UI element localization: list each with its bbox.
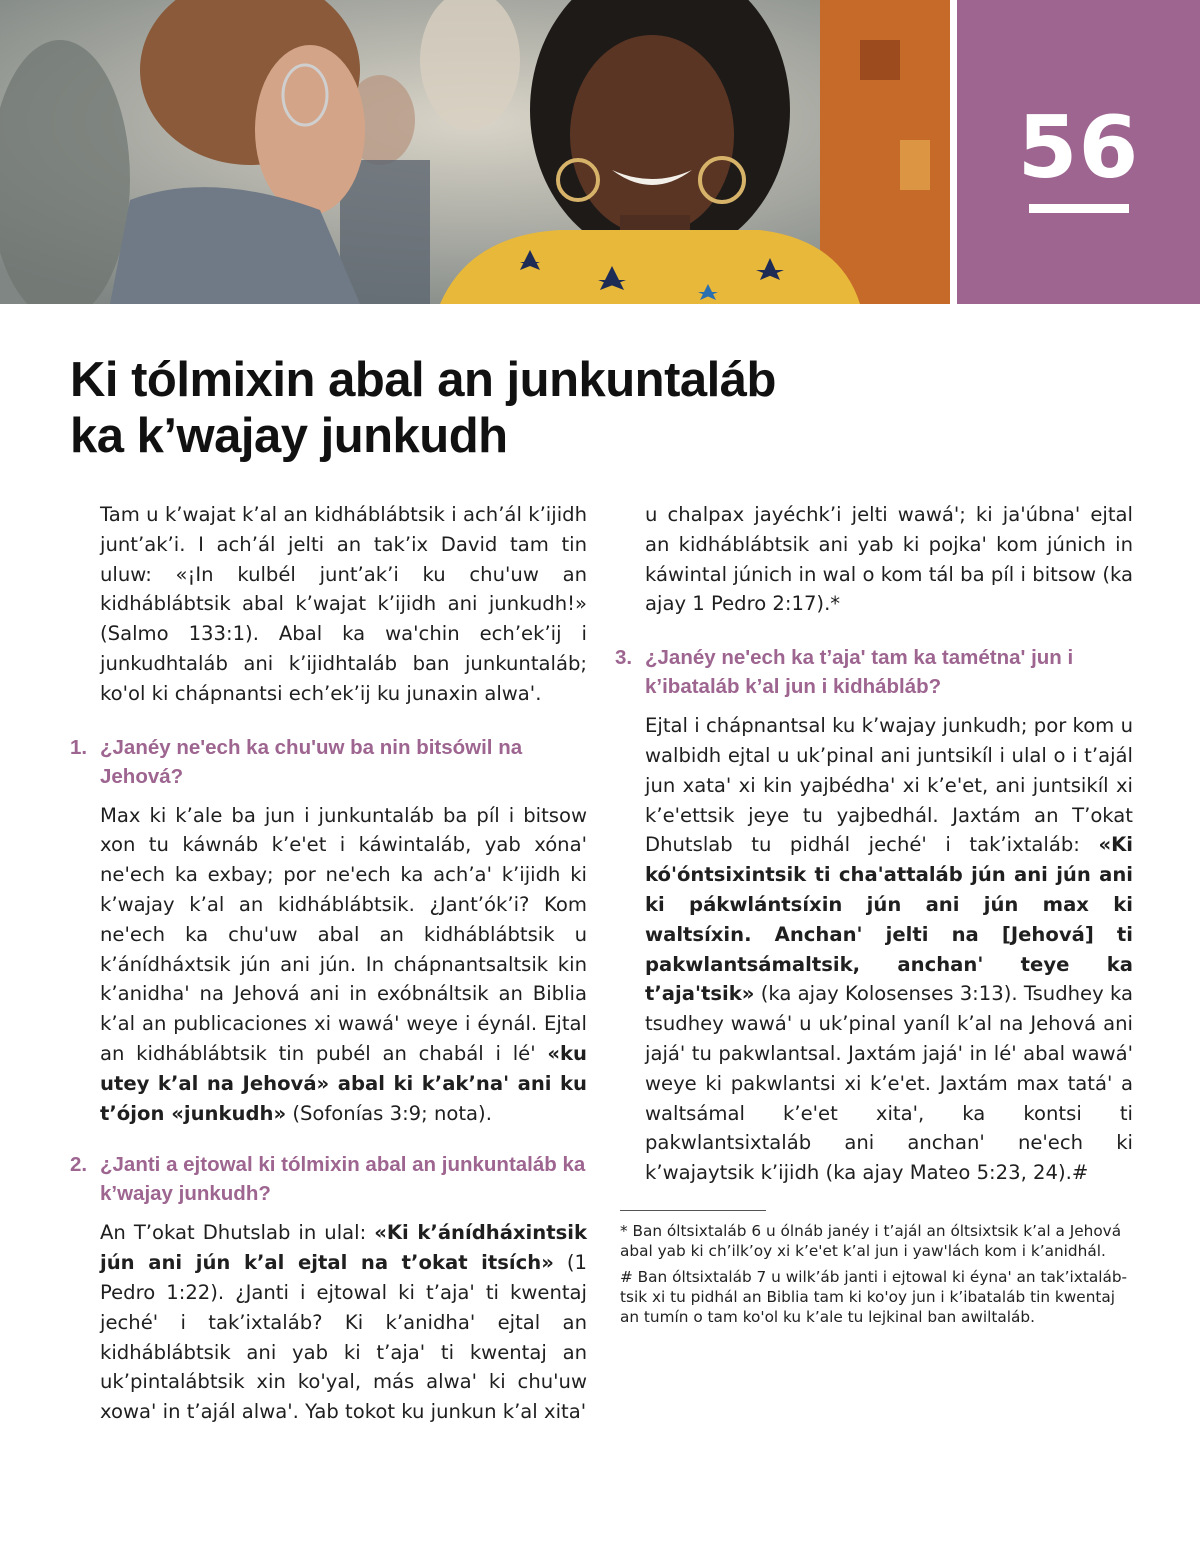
badge-underline: [1029, 204, 1129, 213]
answer-1-quote: «ku utey k’al na Jehová» abal ki k’ak’na' ani ku t’ójon «junkudh»: [100, 1041, 587, 1125]
lesson-number-badge: [957, 0, 1200, 304]
footnote-1: * Ban óltsixtaláb 6 u ólnáb janéy i t’ajál an óltsixtsik k’al a Jehová abal yab ki ch’ilk’oy xi k’e'et k’al jun i yaw'lách kom i k’anidhál.: [620, 1221, 1122, 1260]
question-2-heading: ¿Janti a ejtowal ki tólmixin abal an junkuntaláb ka k’wajay junkudh?: [100, 1153, 586, 1206]
question-3-number: 3.: [615, 646, 633, 670]
answer-1-text: Max ki k’ale ba jun i junkuntaláb ba píl i bitsow xon tu káwnáb k’e'et i káwintaláb, yab xóna' ne'ech ka exbay; por ne'ech ka ach’a' k’ijidh ki k’wajay k’al an kidháblábtsik. ¿Jant’ók’i? Kom ne'ech ka chu'uw abal an kidháblábtsik u k’ánídháxtsik jún ani jún. In chápnantsaltsik kin k’anidha' na Jehová ani in exóbnáltsik an Biblia k’al an publicaciones xi wawá' weye i éynál. Ejtal an kidháblábtsik tin pubél an chabál i lé': [100, 803, 587, 1065]
question-1: [70, 733, 587, 791]
answer-2-continued: u chalpax jayéchk’i jelti wawá'; ki ja'úbna' ejtal an kidháblábtsik ani yab ki pojka' kom júnich in káwintal júnich in wal o kom tál ba píl i bitsow (ka ajay 1 Pedro 2:17).*: [645, 503, 1133, 616]
hero-photo: [0, 0, 950, 304]
lesson-number: 56: [1017, 98, 1140, 198]
page-title: [70, 352, 890, 464]
title-line-2: ka k’wajay junkudh: [70, 409, 508, 463]
answer-2-quote: «Ki k’ánídháxintsik jún ani jún k’al ejtal na t’okat itsích»: [100, 1221, 587, 1275]
answer-3-text-1: Ejtal i chápnantsal ku k’wajay junkudh; por kom u walbidh ejtal u uk’pinal ani juntsikíl i ulal o i t’ajál jun xata' xi kin yajbédha' xi k’e'et, ani juntsikíl xi k’e'ettsik jeye tu yajbedhál. Jaxtám an T’okat Dhutslab tu pidhál jeché' i tak’ixtaláb:: [645, 714, 1133, 857]
answer-2-lead: An T’okat Dhutslab in ulal:: [100, 1221, 375, 1245]
column-left: [70, 500, 587, 1427]
hero-illustration: [0, 0, 950, 304]
answer-3-text-2: (ka ajay Kolosenses 3:13). Tsudhey ka tsudhey wawá' u uk’pinal yaníl k’al na Jehová ani jajá' tu pakwlantsal. Jaxtám jajá' in lé' abal wawá' weye ki pakwlantsi xi k’e'et. Jaxtám max tatá' a waltsámal k’e'et xita', ka kontsi ti pakwlantsixtaláb ani anchan' ne'ech ki k’wajaytsik k’ijidh (ka ajay Mateo 5:23, 24).#: [645, 982, 1133, 1185]
intro-paragraph: Tam u k’wajat k’al an kidháblábtsik i ach’ál k’ijidh junt’ak’i. I ach’ál jelti an tak’ix David tam tin uluw: «¡In kulbél junt’ak’i ku chu'uw an kidháblábtsik abal k’wajat k’ijidh ani junkudh!» (Salmo 133:1). Abal ka wa'chin ech’ek’ij i junkudhtaláb ani k’ijidhtaláb ban junkuntaláb; ko'ol ki chápnantsi ech’ek’ij ku junaxin alwa'.: [100, 503, 587, 705]
question-1-heading: ¿Janéy ne'ech ka chu'uw ba nin bitsówil na Jehová?: [100, 735, 523, 788]
title-line-1: Ki tólmixin abal an junkuntaláb: [70, 353, 776, 407]
answer-2: [100, 1218, 587, 1427]
question-3: [615, 643, 1133, 701]
question-2-number: 2.: [70, 1153, 88, 1177]
footnote-divider: [620, 1210, 766, 1211]
answer-3-quote: «Ki kó'óntsixintsik ti cha'attaláb jún ani jún ani ki pákwlántsíxin jún ani jún max ki waltsíxin. Anchan' jelti na [Jehová] ti pakwlantsámaltsik, anchan' teye ka t’aja'tsik»: [645, 833, 1133, 1006]
footnote-2: # Ban óltsixtaláb 7 u wilk’áb janti i ejtowal ki éyna' an tak’ixtalábtsik xi tu pidhál an Biblia tam ki ko'oy jun i k’ibataláb tin kwentaj an tumín o tam ko'ol ku k’ale tu lejkinal ban awiltaláb.: [620, 1267, 1128, 1326]
question-2: [70, 1150, 587, 1208]
column-right: [615, 500, 1133, 1333]
answer-2-text: (1 Pedro 1:22). ¿Janti i ejtowal ki t’aja' ti kwentaj jeché' i tak’ixtaláb? Ki k’anidha' ejtal an kidháblábtsik ani yab ki t’aja' ti kwentaj an uk’pintalábtsik xin ko'yal, más alwa' ki chu'uw xowa' in t’ajál alwa'. Yab tokot ku junkun k’al xita': [100, 1251, 587, 1424]
question-1-number: 1.: [70, 735, 88, 759]
answer-1: [100, 801, 587, 1129]
question-3-heading: ¿Janéy ne'ech ka t’aja' tam ka tamétna' jun i k’ibataláb k’al jun i kidhábláb?: [645, 646, 1074, 699]
answer-1-reference: (Sofonías 3:9; nota).: [286, 1101, 492, 1125]
answer-3: [645, 711, 1133, 1188]
